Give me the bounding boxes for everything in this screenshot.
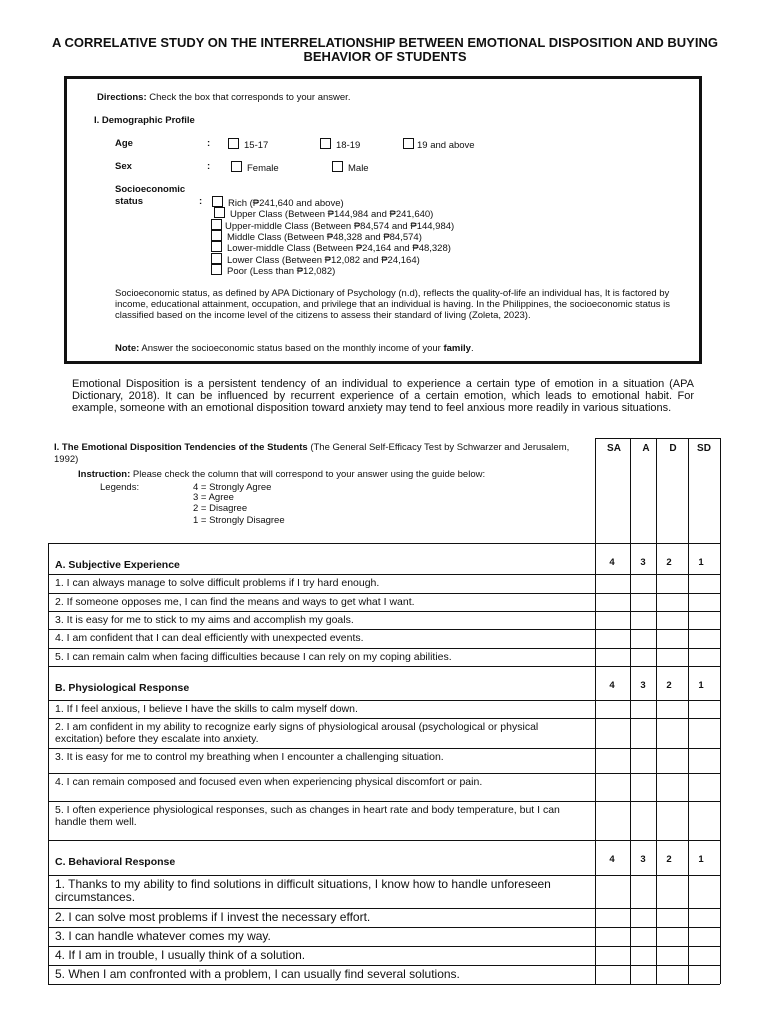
- ses-option-lower-middle[interactable]: Lower-middle Class (Between ₱24,164 and ₱48,328): [211, 241, 451, 254]
- answer-cell[interactable]: [631, 876, 656, 908]
- legend-3: 3 = Agree: [193, 492, 234, 503]
- answer-cell[interactable]: [689, 802, 720, 840]
- answer-cell[interactable]: [631, 966, 656, 984]
- question-item: 5. I often experience physiological responses, such as changes in heart rate and body temperature, but I can handle them well.: [55, 804, 560, 828]
- answer-cell[interactable]: [689, 719, 720, 748]
- grid-line: [595, 438, 720, 439]
- answer-cell[interactable]: [657, 876, 688, 908]
- question-item: 4. I am confident that I can deal efficiently with unexpected events.: [55, 632, 364, 644]
- scale-4: 4: [609, 557, 615, 568]
- answer-cell[interactable]: [689, 612, 720, 629]
- answer-cell[interactable]: [631, 802, 656, 840]
- answer-cell[interactable]: [657, 612, 688, 629]
- answer-cell[interactable]: [657, 774, 688, 801]
- answer-cell[interactable]: [689, 928, 720, 946]
- question-item: 3. It is easy for me to stick to my aims and accomplish my goals.: [55, 614, 354, 626]
- question-item: 2. I can solve most problems if I invest the necessary effort.: [55, 910, 371, 924]
- section-title-0: A. Subjective Experience: [55, 559, 180, 571]
- answer-cell[interactable]: [631, 630, 656, 648]
- question-item: 5. When I am confronted with a problem, I can usually find several solutions.: [55, 967, 460, 981]
- directions-text: Check the box that corresponds to your answer.: [149, 92, 351, 103]
- answer-cell[interactable]: [689, 966, 720, 984]
- checkbox[interactable]: [332, 161, 343, 172]
- scale-3: 3: [640, 680, 646, 691]
- grid-line: [48, 840, 720, 841]
- legend-4: 4 = Strongly Agree: [193, 482, 272, 493]
- answer-cell[interactable]: [596, 594, 630, 611]
- answer-cell[interactable]: [689, 947, 720, 965]
- answer-cell[interactable]: [596, 774, 630, 801]
- question-item: 3. It is easy for me to control my breathing when I encounter a challenging situation.: [55, 751, 444, 763]
- age-option-19-above[interactable]: 19 and above: [403, 138, 475, 151]
- answer-cell[interactable]: [596, 575, 630, 593]
- column-sd: SD: [697, 443, 711, 454]
- note-bold: family: [443, 343, 471, 354]
- grid-line: [48, 543, 720, 544]
- instruction: Instruction: Please check the column that will correspond to your answer using the guide below:: [78, 469, 486, 480]
- answer-cell[interactable]: [596, 749, 630, 773]
- answer-cell[interactable]: [689, 909, 720, 927]
- answer-cell[interactable]: [689, 749, 720, 773]
- checkbox[interactable]: [403, 138, 414, 149]
- question-item: 1. Thanks to my ability to find solutions in difficult situations, I know how to handle unforeseen circumstances.: [55, 877, 551, 904]
- answer-cell[interactable]: [631, 719, 656, 748]
- directions: [97, 92, 350, 103]
- grid-line: [48, 666, 720, 667]
- checkbox[interactable]: [212, 196, 223, 207]
- column-sa: SA: [607, 443, 621, 454]
- age-label: Age: [115, 138, 133, 149]
- scale-2: 2: [666, 854, 672, 865]
- answer-cell[interactable]: [657, 966, 688, 984]
- scale-1: 1: [698, 854, 704, 865]
- answer-cell[interactable]: [689, 701, 720, 718]
- question-item: 5. I can remain calm when facing difficulties because I can rely on my coping abilities.: [55, 651, 452, 663]
- scale-3: 3: [640, 557, 646, 568]
- answer-cell[interactable]: [657, 947, 688, 965]
- grid-line: [48, 543, 49, 984]
- answer-cell[interactable]: [631, 612, 656, 629]
- ses-option-upper-middle[interactable]: Upper-middle Class (Between ₱84,574 and ₱144,984): [211, 219, 454, 232]
- scale-2: 2: [666, 680, 672, 691]
- note-label: Note:: [115, 343, 140, 354]
- profile-heading: I. Demographic Profile: [94, 115, 195, 126]
- checkbox[interactable]: [211, 264, 222, 275]
- question-item: 2. I am confident in my ability to recognize early signs of physiological arousal (psychological or physical excitation) before they escalate into anxiety.: [55, 721, 539, 745]
- directions-label: Directions:: [97, 92, 147, 103]
- answer-cell[interactable]: [689, 575, 720, 593]
- ses-option-rich[interactable]: Rich (₱241,640 and above): [212, 196, 344, 209]
- scale-1: 1: [698, 557, 704, 568]
- ses-option-upper[interactable]: Upper Class (Between ₱144,984 and ₱241,640): [214, 207, 433, 220]
- note: [115, 343, 474, 354]
- column-a: A: [642, 443, 650, 454]
- legends-label: Legends:: [100, 482, 140, 493]
- answer-cell[interactable]: [657, 719, 688, 748]
- question-item: 1. I can always manage to solve difficult problems if I try hard enough.: [55, 577, 380, 589]
- checkbox[interactable]: [211, 230, 222, 241]
- ses-definition: Socioeconomic status, as defined by APA Dictionary of Psychology (n.d), reflects the quality-of-life an individual has, It is factored by income, educational attainment, occupation, and privilege that an individual is having. In the Philippines, the socioeconomic status is classified based on the income level of the citizens to assess their standard of living (Zoleta, 2023).: [115, 288, 671, 321]
- note-text: Answer the socioeconomic status based on the monthly income of your: [141, 343, 441, 354]
- age-option-15-17[interactable]: 15-17: [228, 138, 268, 151]
- section-title: I. The Emotional Disposition Tendencies of the Students (The General Self-Efficacy Test by Schwarzer and Jerusalem, 1992): [54, 442, 570, 465]
- answer-cell[interactable]: [689, 594, 720, 611]
- question-item: 2. If someone opposes me, I can find the means and ways to get what I want.: [55, 596, 415, 608]
- document-title: A CORRELATIVE STUDY ON THE INTERRELATIONSHIP BETWEEN EMOTIONAL DISPOSITION AND BUYING BEHAVIOR OF STUDENTS: [52, 35, 718, 64]
- ses-label-1: Socioeconomic: [115, 184, 186, 195]
- checkbox[interactable]: [211, 241, 222, 252]
- ses-label-2: status: [115, 196, 143, 207]
- sex-option-male[interactable]: Male: [332, 161, 369, 174]
- legend-2: 2 = Disagree: [193, 503, 248, 514]
- answer-cell[interactable]: [657, 575, 688, 593]
- answer-cell[interactable]: [689, 876, 720, 908]
- section-title-2: C. Behavioral Response: [55, 856, 176, 868]
- answer-cell[interactable]: [631, 575, 656, 593]
- sex-colon: :: [207, 161, 211, 172]
- answer-cell[interactable]: [689, 649, 720, 666]
- ses-colon: :: [199, 196, 203, 207]
- answer-cell[interactable]: [596, 947, 630, 965]
- checkbox[interactable]: [214, 207, 225, 218]
- checkbox[interactable]: [211, 219, 222, 230]
- answer-cell[interactable]: [657, 649, 688, 666]
- answer-cell[interactable]: [596, 701, 630, 718]
- answer-cell[interactable]: [596, 719, 630, 748]
- emotional-disposition-paragraph: Emotional Disposition is a persistent tendency of an individual to experience a certain type of emotion in a situation (APA Dictionary, 2018). It can be influenced by recurrent experience of a certain emotion, which leads to emotional habit. For example, someone with an emotional disposition toward anxiety may tend to feel anxious more readily in various situations.: [72, 378, 694, 414]
- section-title-1: B. Physiological Response: [55, 682, 190, 694]
- legend-1: 1 = Strongly Disagree: [193, 515, 285, 526]
- answer-cell[interactable]: [657, 749, 688, 773]
- answer-cell[interactable]: [689, 774, 720, 801]
- answer-cell[interactable]: [596, 928, 630, 946]
- answer-cell[interactable]: [596, 649, 630, 666]
- answer-cell[interactable]: [631, 947, 656, 965]
- scale-4: 4: [609, 854, 615, 865]
- grid-line: [48, 984, 720, 985]
- scale-3: 3: [640, 854, 646, 865]
- answer-cell[interactable]: [631, 749, 656, 773]
- answer-cell[interactable]: [596, 876, 630, 908]
- question-item: 4. I can remain composed and focused even when experiencing physical discomfort or pain.: [55, 776, 483, 788]
- question-item: 1. If I feel anxious, I believe I have the skills to calm myself down.: [55, 703, 358, 715]
- answer-cell[interactable]: [689, 630, 720, 648]
- age-colon: :: [207, 138, 211, 149]
- answer-cell[interactable]: [657, 701, 688, 718]
- answer-cell[interactable]: [657, 594, 688, 611]
- answer-cell[interactable]: [596, 909, 630, 927]
- answer-cell[interactable]: [631, 701, 656, 718]
- scale-2: 2: [666, 557, 672, 568]
- answer-cell[interactable]: [631, 649, 656, 666]
- answer-cell[interactable]: [657, 802, 688, 840]
- sex-label: Sex: [115, 161, 132, 172]
- ses-option-poor[interactable]: Poor (Less than ₱12,082): [211, 264, 335, 277]
- answer-cell[interactable]: [631, 909, 656, 927]
- grid-line: [720, 438, 721, 984]
- answer-cell[interactable]: [596, 966, 630, 984]
- answer-cell[interactable]: [631, 774, 656, 801]
- answer-cell[interactable]: [596, 612, 630, 629]
- age-option-18-19[interactable]: 18-19: [320, 138, 360, 151]
- scale-1: 1: [698, 680, 704, 691]
- checkbox[interactable]: [231, 161, 242, 172]
- answer-cell[interactable]: [596, 802, 630, 840]
- answer-cell[interactable]: [631, 594, 656, 611]
- scale-4: 4: [609, 680, 615, 691]
- checkbox[interactable]: [320, 138, 331, 149]
- answer-cell[interactable]: [657, 928, 688, 946]
- answer-cell[interactable]: [631, 928, 656, 946]
- ses-option-lower[interactable]: Lower Class (Between ₱12,082 and ₱24,164): [211, 253, 420, 266]
- question-item: 4. If I am in trouble, I usually think of a solution.: [55, 948, 306, 962]
- answer-cell[interactable]: [596, 630, 630, 648]
- answer-cell[interactable]: [657, 630, 688, 648]
- checkbox[interactable]: [211, 253, 222, 264]
- note-end: .: [470, 343, 474, 354]
- question-item: 3. I can handle whatever comes my way.: [55, 929, 271, 943]
- checkbox[interactable]: [228, 138, 239, 149]
- answer-cell[interactable]: [657, 909, 688, 927]
- column-d: D: [669, 443, 677, 454]
- ses-option-middle[interactable]: Middle Class (Between ₱48,328 and ₱84,574): [211, 230, 422, 243]
- sex-option-female[interactable]: Female: [231, 161, 279, 174]
